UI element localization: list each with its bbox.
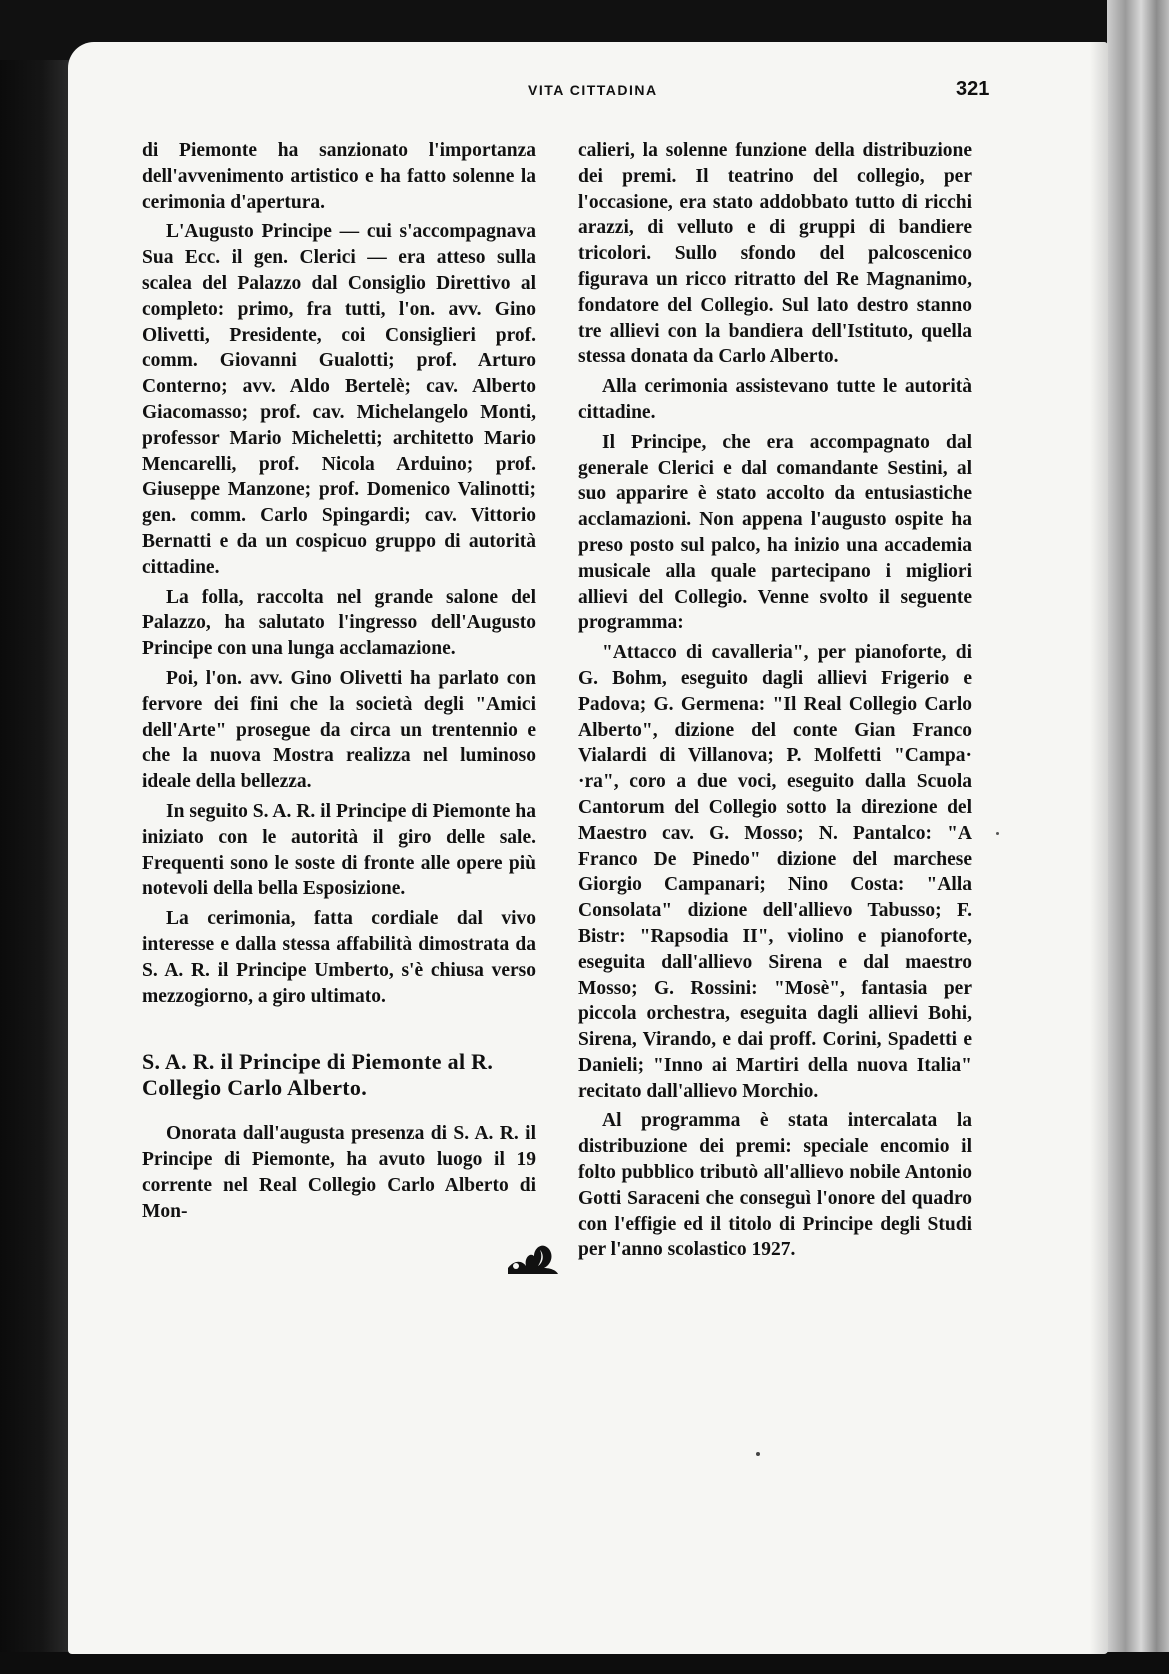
section-heading: S. A. R. il Principe di Piemonte al R. Collegio Carlo Alberto. (142, 1049, 494, 1101)
scan-bottom-border (0, 1652, 1169, 1674)
paragraph: Onorata dall'augusta presenza di S. A. R. il Principe di Piemonte, ha avuto luogo il 19 corrente nel Real Collegio Carlo Alberto di Mon- (142, 1123, 536, 1222)
scan-left-border (0, 0, 70, 1674)
paragraph: di Piemonte ha sanzionato l'importanza dell'avvenimento artistico e ha fatto solenne la cerimonia d'apertura. (142, 140, 536, 213)
paragraph: La folla, raccolta nel grande salone del Palazzo, ha salutato l'ingresso dell'Augusto Principe con una lunga acclamazione. (142, 586, 536, 660)
scan-speck (996, 832, 999, 835)
paragraph: La cerimonia, fatta cordiale dal vivo interesse e dalla stessa affabilità dimostrata da S. A. R. il Principe Umberto, s'è chiusa verso mezzogiorno, a giro ultimato. (142, 908, 536, 1007)
scan-speck (756, 1452, 760, 1456)
left-column (142, 138, 536, 1228)
document-page (68, 42, 1108, 1654)
fleuron-ornament-icon (504, 1238, 560, 1278)
right-column (578, 138, 972, 1267)
paragraph: calieri, la solenne funzione della distribuzione dei premi. Il teatrino del collegio, per l'occasione, era stato addobbato tutto di ricchi arazzi, di velluto e di gruppi di bandiere tricolori. Sullo sfondo del palcoscenico figurava un ricco ritratto del Re Magnanimo, fondatore del Collegio. Sul lato destro stanno tre allievi con la bandiera dell'Istituto, quella stessa donata da Carlo Alberto. (578, 140, 972, 368)
paragraph: L'Augusto Principe — cui s'accompagnava Sua Ecc. il gen. Clerici — era atteso sulla scalea del Palazzo dal Consiglio Direttivo al completo: primo, fra tutti, l'on. avv. Gino Olivetti, Presidente, coi Consiglieri prof. comm. Giovanni Gualotti; prof. Arturo Conterno; avv. Aldo Bertelè; cav. Alberto Giacomasso; prof. cav. Michelangelo Monti, professor Mario Micheletti; architetto Mario Mencarelli, prof. Nicola Arduino; prof. Giuseppe Manzone; prof. Domenico Valinotti; gen. comm. Carlo Spingardi; cav. Vittorio Bernatti e da un cospicuo gruppo di autorità cittadine. (142, 221, 536, 578)
running-header (68, 78, 1108, 106)
page-number: 321 (956, 78, 990, 100)
scan-page-stack-edge (1107, 0, 1169, 1674)
paragraph: Il Principe, che era accompagnato dal generale Clerici e dal comandante Sestini, al suo apparire è stato accolto da entusiastiche acclamazioni. Non appena l'augusto ospite ha preso posto sul palco, ha inizio una accademia musicale alla quale partecipano i migliori allievi del Collegio. Venne svolto il seguente programma: (578, 431, 972, 634)
running-title: VITA CITTADINA (528, 82, 658, 98)
paragraph: Alla cerimonia assistevano tutte le autorità cittadine. (578, 376, 972, 423)
page-shadow-edge (1090, 42, 1108, 1654)
paragraph: "Attacco di cavalleria", per pianoforte, di G. Bohm, eseguito dagli allievi Frigerio e Padova; G. Germena: "Il Real Collegio Carlo Alberto", dizione del conte Gian Franco Vialardi di Villanova; P. Molfetti "Campa· ·ra", coro a due voci, eseguito dalla Scuola Cantorum del Collegio sotto la direzione del Maestro cav. G. Mosso; N. Pantalco: "A Franco De Pinedo" dizione del marchese Giorgio Campanari; Nino Costa: "Alla Consolata" dizione dell'allievo Tabusso; F. Bistr: "Rapsodia II", violino e pianoforte, eseguita dall'allievo Sirena e dal maestro Mosso; G. Rossini: "Mosè", fantasia per piccola orchestra, eseguita dagli allievi Bohi, Sirena, Virando, e dai proff. Corini, Spadetti e Danieli; "Inno ai Martiri della nuova Italia" recitato dall'allievo Morchio. (578, 642, 972, 1102)
paragraph: Al programma è stata intercalata la distribuzione dei premi: speciale encomio il folto pubblico tributò all'allievo nobile Antonio Gotti Saraceni che conseguì l'onore del quadro con l'effigie ed il titolo di Principe degli Studi per l'anno scolastico 1927. (578, 1110, 972, 1261)
paragraph: In seguito S. A. R. il Principe di Piemonte ha iniziato con le autorità il giro delle sale. Frequenti sono le soste di fronte alle opere più notevoli della bella Esposizione. (142, 800, 536, 900)
paragraph: Poi, l'on. avv. Gino Olivetti ha parlato con fervore dei fini che la società degli "Amici dell'Arte" prosegue da circa un trentennio e che la nuova Mostra realizza nel luminoso ideale della bellezza. (142, 667, 536, 793)
